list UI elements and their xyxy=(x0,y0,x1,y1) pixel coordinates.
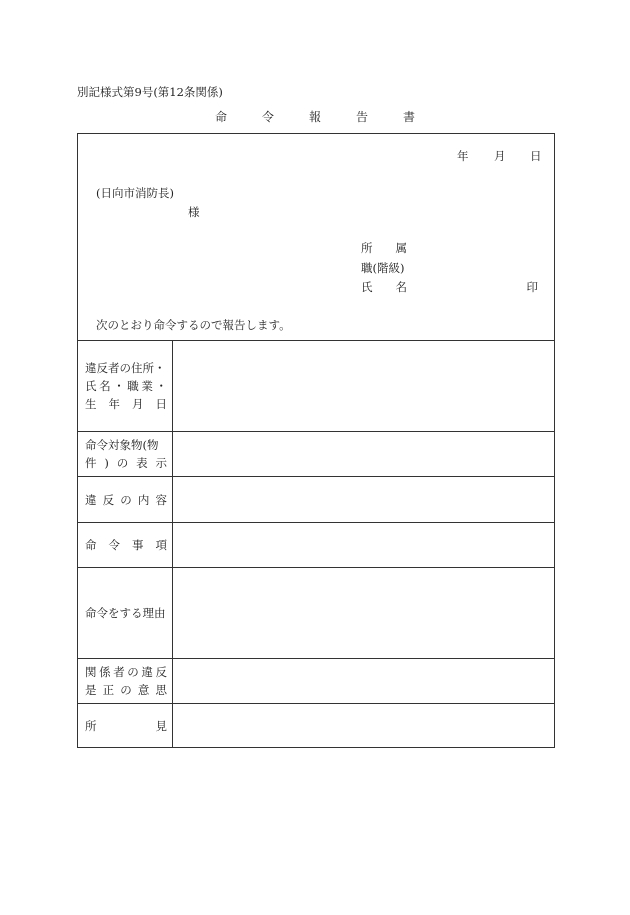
row-label-text: 事 xyxy=(132,538,144,552)
row-value-order-reason[interactable] xyxy=(173,568,554,658)
title-char: 書 xyxy=(402,110,415,124)
name-label xyxy=(361,279,407,295)
label-text: 属 xyxy=(395,241,407,255)
row-label-text: 者 xyxy=(113,665,125,679)
position-label xyxy=(361,260,407,276)
row-label-text: 生 xyxy=(85,397,97,411)
date-month-label: 月 xyxy=(494,149,506,163)
row-label-target-object xyxy=(78,432,172,476)
row-label-text: 命令をする理由 xyxy=(85,606,166,620)
row-label-text: 見 xyxy=(155,719,167,733)
row-label-text: 違 xyxy=(85,492,97,507)
addressee-organization: (日向市消防長) xyxy=(96,186,174,200)
row-label-text: 反 xyxy=(102,492,115,507)
row-value-violator-info[interactable] xyxy=(173,341,554,431)
title-char: 告 xyxy=(355,110,368,124)
affiliation-label xyxy=(361,240,407,256)
row-label-text: 件 xyxy=(85,456,97,470)
row-label-text: 係 xyxy=(99,665,111,679)
row-label-text: 命令対象物(物 xyxy=(85,438,159,452)
title-char: 命 xyxy=(214,110,227,124)
row-label-text: ・ xyxy=(113,379,125,393)
date-day-label: 日 xyxy=(530,149,542,163)
row-value-correction-intent[interactable] xyxy=(173,659,554,703)
row-label-text: 容 xyxy=(155,492,167,507)
row-label-line xyxy=(85,359,167,377)
date-year-label: 年 xyxy=(457,149,469,163)
row-label-text: 正 xyxy=(102,683,115,697)
row-value-violation-content[interactable] xyxy=(173,477,554,522)
row-label-text: 月 xyxy=(132,397,144,411)
row-label-line xyxy=(85,436,167,454)
row-label-text: の xyxy=(116,456,129,470)
row-label-text: 所 xyxy=(85,719,97,733)
row-label-text: 表 xyxy=(136,456,148,470)
row-label-text: 思 xyxy=(155,683,167,697)
row-label-text: 職 xyxy=(127,379,139,393)
row-label-text: の xyxy=(120,683,132,697)
row-label-text: 違 xyxy=(141,665,153,679)
row-value-opinion[interactable] xyxy=(173,704,554,748)
row-label-opinion xyxy=(78,704,172,748)
row-label-text: 業 xyxy=(141,379,153,393)
report-form-table xyxy=(77,133,555,748)
row-label-line xyxy=(85,395,167,413)
row-label-text: 日 xyxy=(155,397,167,411)
row-value-target-object[interactable] xyxy=(173,432,554,476)
row-label-order-items xyxy=(78,523,172,567)
row-label-line xyxy=(85,536,167,554)
row-label-line xyxy=(85,604,167,622)
row-label-text: 命 xyxy=(85,538,97,552)
label-text: 氏 xyxy=(361,280,373,294)
row-label-text: 反 xyxy=(155,665,167,679)
row-label-text: ・ xyxy=(155,379,167,393)
addressee-honorific: 様 xyxy=(188,205,200,219)
row-label-line xyxy=(85,681,167,699)
row-label-text: 氏 xyxy=(85,379,97,393)
row-label-text: 名 xyxy=(99,379,111,393)
title-char: 令 xyxy=(261,110,274,124)
document-title xyxy=(0,111,630,123)
label-text: 職(階級) xyxy=(361,261,405,275)
row-label-text: 年 xyxy=(108,397,120,411)
row-label-line xyxy=(85,377,167,395)
title-char: 報 xyxy=(308,110,321,124)
label-text: 所 xyxy=(361,241,373,255)
row-label-correction-intent xyxy=(78,659,172,703)
row-label-text: 示 xyxy=(155,456,167,470)
row-label-text: 内 xyxy=(137,492,150,507)
row-label-order-reason xyxy=(78,568,172,658)
row-label-violator-info xyxy=(78,341,172,431)
row-label-text: 違反者の住所・ xyxy=(85,361,166,375)
row-value-order-items[interactable] xyxy=(173,523,554,567)
intro-statement: 次のとおり命令するので報告します。 xyxy=(96,318,291,332)
row-label-text: 項 xyxy=(155,538,167,552)
label-text: 名 xyxy=(395,280,407,294)
seal-mark-label: 印 xyxy=(526,280,538,294)
row-label-text: 令 xyxy=(108,538,120,552)
row-label-line xyxy=(85,717,167,735)
row-label-text: の xyxy=(127,665,139,679)
row-label-text: 意 xyxy=(137,683,150,697)
row-label-line xyxy=(85,454,167,472)
row-label-text: の xyxy=(120,492,132,507)
row-label-text: ) xyxy=(104,456,109,470)
row-label-text: 関 xyxy=(85,665,97,679)
form-number-label: 別記様式第9号(第12条関係) xyxy=(77,85,223,99)
row-label-text: 是 xyxy=(85,683,97,697)
row-label-line xyxy=(85,491,167,509)
row-label-line xyxy=(85,663,167,681)
row-label-violation-content xyxy=(78,477,172,522)
